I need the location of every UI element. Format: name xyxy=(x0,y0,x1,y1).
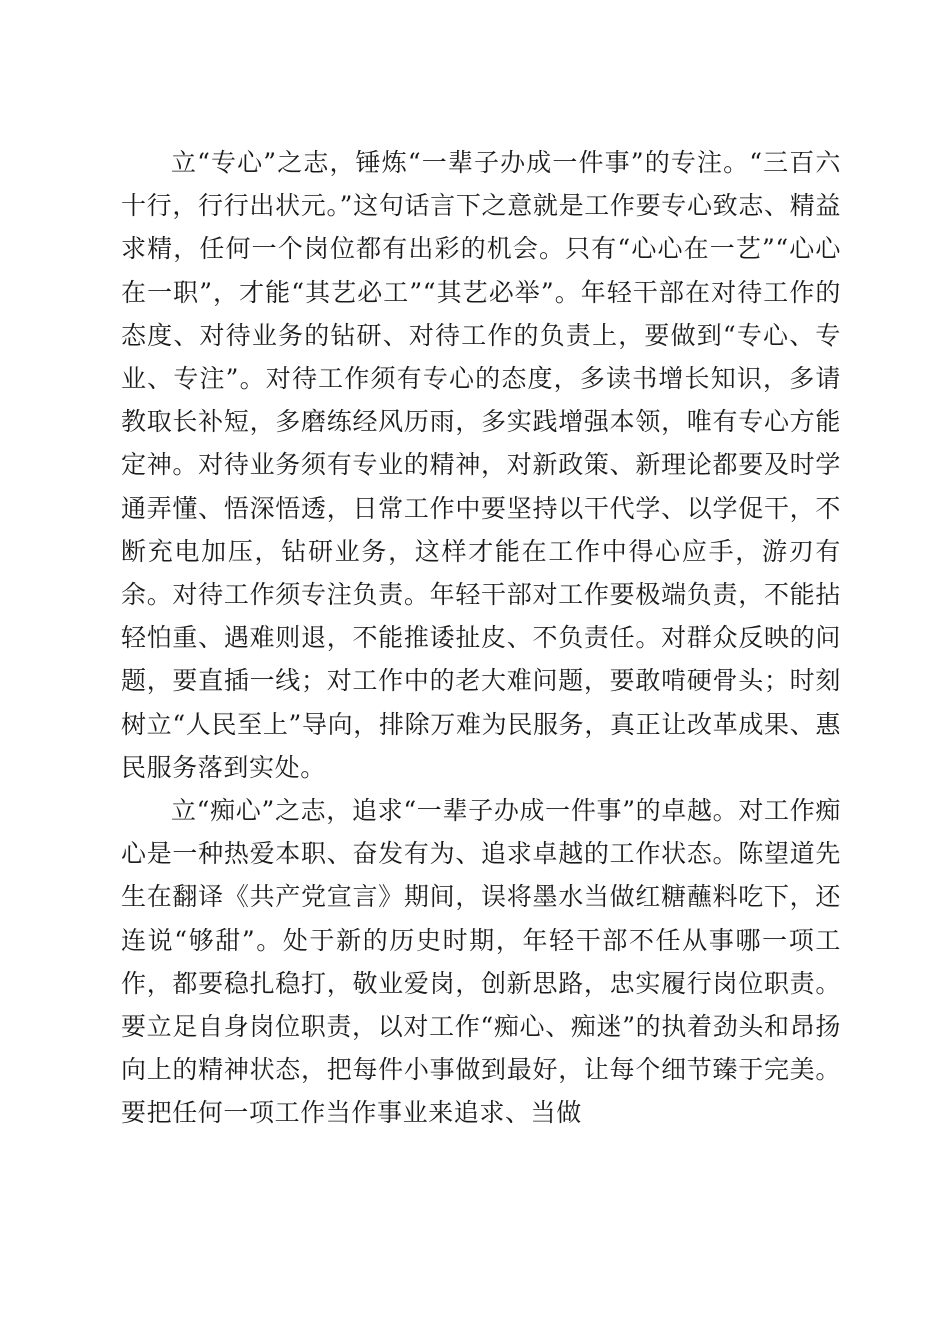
document-body xyxy=(121,141,841,1135)
paragraph-2: 立“痴心”之志，追求“一辈子办成一件事”的卓越。对工作痴心是一种热爱本职、奋发有为、追求卓越的工作状态。陈望道先生在翻译《共产党宣言》期间，误将墨水当做红糖蘸料吃下，还连说“够甜”。处于新的历史时期，年轻干部不任从事哪一项工作，都要稳扎稳打，敬业爱岗，创新思路，忠实履行岗位职责。要立足自身岗位职责，以对工作“痴心、痴迷”的执着劲头和昂扬向上的精神状态，把每件小事做到最好，让每个细节臻于完美。要把任何一项工作当作事业来追求、当做 xyxy=(121,796,841,1128)
paragraph-1: 立“专心”之志，锤炼“一辈子办成一件事”的专注。“三百六十行，行行出状元。”这句话言下之意就是工作要专心致志、精益求精，任何一个岗位都有出彩的机会。只有“心心在一艺”“心心在一职”，才能“其艺必工”“其艺必举”。年轻干部在对待工作的态度、对待业务的钻研、对待工作的负责上，要做到“专心、专业、专注”。对待工作须有专心的态度，多读书增长知识，多请教取长补短，多磨练经风历雨，多实践增强本领，唯有专心方能定神。对待业务须有专业的精神，对新政策、新理论都要及时学通弄懂、悟深悟透，日常工作中要坚持以干代学、以学促干，不断充电加压，钻研业务，这样才能在工作中得心应手，游刃有余。对待工作须专注负责。年轻干部对工作要极端负责，不能拈轻怕重、遇难则退，不能推诿扯皮、不负责任。对群众反映的问题，要直插一线；对工作中的老大难问题，要敢啃硬骨头；时刻树立“人民至上”导向，排除万难为民服务，真正让改革成果、惠民服务落到实处。 xyxy=(121,148,841,782)
